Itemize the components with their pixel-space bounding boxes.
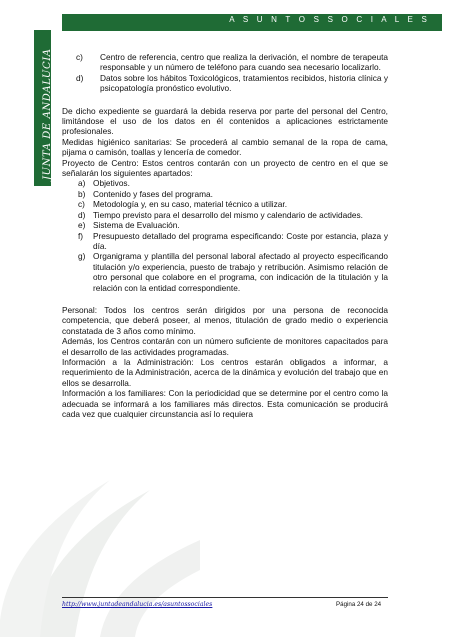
list-item [62, 210, 388, 220]
document-body [62, 52, 388, 419]
list-letter: g) [78, 251, 86, 262]
list-letter: b) [78, 188, 86, 199]
list-item [62, 178, 388, 188]
list-top [62, 52, 388, 94]
paragraph: Personal: Todos los centros serán dirigidos por una persona de reconocida competencia, que deberá poseer, al menos, titulación de grado medio o experiencia constatada de 3 años como mínimo. [62, 304, 388, 336]
list-letter: a) [78, 178, 86, 189]
side-logo-bar [34, 30, 51, 186]
list-item [62, 189, 388, 199]
list-letter: d) [78, 209, 86, 220]
list-letter: d) [76, 72, 84, 83]
list-item [62, 199, 388, 209]
footer-divider [62, 597, 388, 598]
header-bar [62, 14, 442, 42]
paragraph: Información a los familiares: Con la periodicidad que se determine por el centro como la adecuada se informará a los familiares más directos. Esta comunicación se producirá cada vez que cualquier circunstancia así lo requiera [62, 388, 388, 419]
side-logo-text: JUNTA DE ANDALUCIA [42, 48, 53, 180]
list-text: Organigrama y plantilla del personal laboral afectado al proyecto especificando titulación y/o experiencia, puesto de trabajo y retribución. Asimismo relación de otro personal que colabore en el programa, con indicación de la titulación y la relación con la entidad correspondiente. [93, 251, 388, 293]
paragraph: Información a la Administración: Los centros estarán obligados a informar, a requerimiento de la Administración, acerca de la dinámica y evolución del trabajo que en ellos se desarrolla. [62, 356, 388, 388]
list-item [62, 73, 388, 94]
header-subtitle: c o n s e j e r í a d e [240, 37, 331, 42]
list-item [62, 251, 388, 293]
list-text: Presupuesto detallado del programa especificando: Coste por estancia, plaza y día. [93, 230, 388, 251]
list-letter: e) [78, 220, 86, 231]
list-text: Tiempo previsto para el desarrollo del mismo y calendario de actividades. [93, 209, 363, 220]
list-project [62, 178, 388, 292]
list-text: Metodología y, en su caso, material técnico a utilizar. [93, 199, 288, 210]
list-item [62, 52, 388, 73]
list-letter: f) [78, 230, 84, 241]
list-letter: c) [76, 52, 83, 62]
paragraph: Proyecto de Centro: Estos centros contarán con un proyecto de centro en el que se señalarán los siguientes apartados: [62, 157, 388, 179]
list-text: Centro de referencia, centro que realiza la derivación, el nombre de terapeuta responsable y un número de teléfono para cuando sea necesario localizarlo. [100, 52, 388, 73]
paragraph: De dicho expediente se guardará la debida reserva por parte del personal del Centro, limitándose el uso de los datos en él contenidos a aplicaciones estrictamente profesionales. [62, 105, 388, 137]
list-item [62, 231, 388, 252]
paragraph: Además, los Centros contarán con un número suficiente de monitores capacitados para el desarrollo de las actividades programadas. [62, 336, 388, 357]
paragraph: Medidas higiénico sanitarias: Se procederá al cambio semanal de la ropa de cama, pijama o camisón, toallas y lencería de comedor. [62, 136, 388, 158]
footer-link[interactable]: http://www.juntadeandalucia.es/asuntossociales [62, 601, 213, 608]
list-letter: c) [78, 199, 85, 210]
list-text: Sistema de Evaluación. [93, 220, 180, 231]
list-text: Contenido y fases del programa. [93, 188, 213, 199]
list-item [62, 220, 388, 230]
page-number: Página 24 de 24 [336, 601, 382, 608]
header-title: A S U N T O S S O C I A L E S [229, 15, 430, 24]
list-text: Objetivos. [93, 178, 130, 189]
list-text: Datos sobre los hábitos Toxicológicos, tratamientos recibidos, historia clínica y psicopatología pronóstico evolutivo. [100, 72, 388, 94]
